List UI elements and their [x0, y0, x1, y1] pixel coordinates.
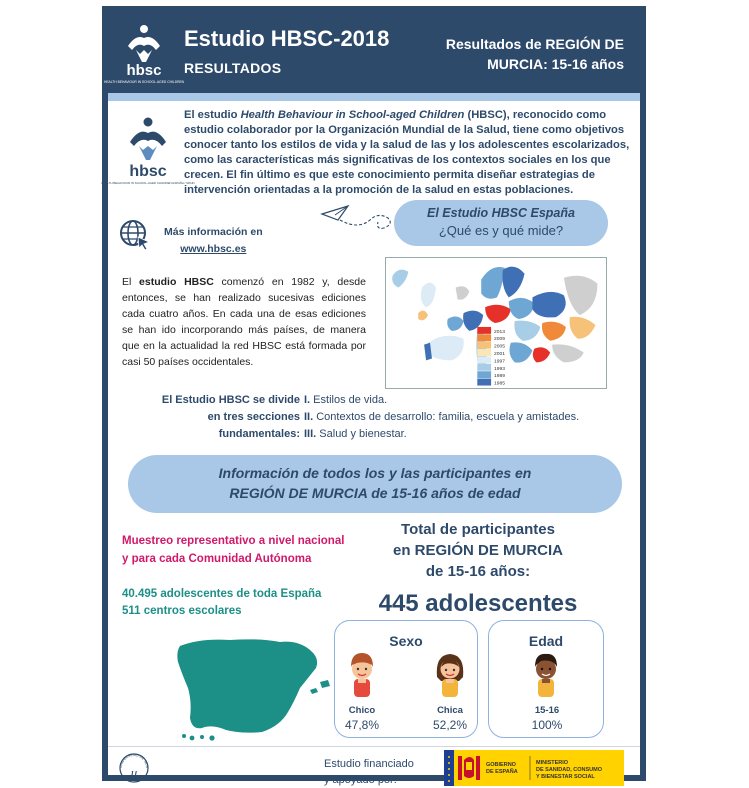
hbsc-logo [103, 20, 185, 86]
sections-label-3: fundamentales: [218, 428, 300, 440]
hbsc-spain-logo [101, 112, 195, 192]
legend-swatch [477, 334, 491, 341]
legend-swatch [477, 356, 491, 363]
legend-swatch [477, 379, 491, 386]
intro-paragraph [184, 108, 632, 198]
legend-year: 1993 [494, 366, 505, 372]
svg-text:u: u [130, 765, 138, 780]
sample-adolescents: 40.495 adolescentes de toda España [122, 588, 322, 600]
sections-label-1: El Estudio HBSC se divide [161, 394, 300, 406]
intro-text-a: El estudio [184, 109, 241, 121]
girl-label: Chica [437, 705, 463, 716]
legend-swatch [477, 342, 491, 349]
sample-schools: 511 centros escolares [122, 605, 242, 617]
sections-label [128, 392, 300, 443]
age-percentage: 100% [531, 718, 563, 732]
gov-right-3: Y BIENESTAR SOCIAL [536, 774, 595, 780]
sample-line-1: Muestreo representativo a nivel nacional [122, 535, 345, 547]
section-num: II. [304, 411, 314, 423]
participants-pill [128, 455, 622, 513]
girl-icon [433, 651, 467, 703]
more-info-label: Más información en [164, 226, 263, 238]
total-line-2: en REGIÓN DE MURCIA [392, 542, 563, 559]
age-label: 15-16 [534, 705, 560, 716]
region-line-1: Resultados de REGIÓN DE [445, 36, 624, 52]
legend-year: 2009 [494, 337, 505, 343]
history-text-bold: estudio HBSC [139, 276, 214, 288]
legend-year: 2001 [494, 352, 505, 358]
age-card-title: Edad [528, 633, 564, 649]
hbsc-website-link[interactable]: www.hbsc.es [180, 243, 247, 255]
sample-numbers [122, 586, 321, 620]
section-num: III. [304, 428, 317, 440]
history-paragraph [122, 274, 366, 370]
page-title: Estudio HBSC-2018 [184, 26, 390, 51]
ministry-text [536, 760, 602, 781]
sections-label-2: en tres secciones [207, 411, 300, 423]
more-info [164, 224, 263, 258]
total-line-1: Total de participantes [401, 521, 555, 538]
sample-line-2: y para cada Comunidad Autónoma [122, 553, 312, 565]
participants-line-1: Información de todos los y las participantes en [218, 465, 532, 481]
logo-subtext: HEALTH BEHAVIOUR IN SCHOOL-AGED CHILDREN [103, 80, 185, 84]
sex-card [334, 620, 478, 738]
history-text-b: comenzó en 1982 y, desde entonces, se han realizado sucesivas ediciones cada cuatro años. En cada una de esas ediciones se han ido incorporando más países, de manera que en la actualidad la red HBSC está formada por casi 50 países occidentales. [122, 276, 366, 368]
legend-swatch [477, 349, 491, 356]
seal-text: UNIVERSIDAD DE SEVI [118, 752, 150, 769]
page-subtitle: RESULTADOS [184, 60, 282, 76]
participants-line-2: REGIÓN DE MURCIA de 15-16 años de edad [229, 485, 521, 501]
intro-logo-text: hbsc [129, 163, 167, 180]
infographic-page [101, 6, 646, 786]
teen-icon [529, 651, 563, 703]
legend-year: 1985 [494, 381, 505, 387]
logo-text: hbsc [126, 62, 162, 79]
gov-right-1: MINISTERIO [536, 760, 569, 766]
header-bar [103, 12, 640, 93]
gov-spain-text [486, 762, 518, 776]
study-pill-title: El Estudio HBSC España [427, 206, 575, 220]
funding-text [324, 756, 414, 788]
region-heading [414, 34, 624, 74]
header-accent-band [108, 93, 640, 101]
sample-description [122, 532, 352, 568]
boy-icon [345, 651, 379, 703]
section-item-health [304, 426, 634, 443]
total-heading [358, 519, 598, 582]
gov-left-2: DE ESPAÑA [486, 769, 518, 775]
study-pill [394, 200, 608, 246]
section-num: I. [304, 394, 311, 406]
boy-label: Chico [348, 705, 376, 716]
section-item-lifestyle [304, 392, 634, 409]
intro-text-em: Health Behaviour in School-aged Children [240, 109, 465, 121]
section-text: Contextos de desarrollo: familia, escuela y amistades. [313, 411, 580, 423]
section-item-contexts [304, 409, 634, 426]
funding-line-1: Estudio financiado [324, 758, 414, 770]
total-line-3: de 15-16 años: [425, 563, 531, 580]
legend-swatch [477, 371, 491, 378]
footer-divider [108, 746, 640, 747]
legend-year: 2013 [494, 329, 505, 335]
intro-text-b: (HBSC), reconocido como estudio colaborador por la Organización Mundial de la Salud, tiene como objetivos conocer tanto los estilos de vida y la salud de las y los adolescentes escolarizados, como las características más significativas de los contextos sociales en los que crecen. El fin último es que este conocimiento permita diseñar estrategias de intervención orientadas a la promoción de la salud en estas poblaciones. [184, 109, 630, 196]
girl-percentage: 52,2% [432, 718, 468, 732]
gov-left-1: GOBIERNO [486, 762, 516, 768]
legend-year: 1989 [494, 374, 505, 380]
study-pill-subtitle: ¿Qué es y qué mide? [438, 223, 564, 238]
gov-right-2: DE SANIDAD, CONSUMO [536, 767, 603, 773]
age-card [488, 620, 604, 738]
spain-map [170, 632, 340, 742]
legend-year: 2005 [494, 344, 505, 350]
boy-percentage: 47,8% [344, 718, 380, 732]
history-text-a: El [122, 276, 140, 288]
sex-card-title: Sexo [389, 633, 423, 649]
section-text: Estilos de vida. [310, 394, 388, 406]
sections-list [304, 392, 634, 443]
university-seal-icon [114, 752, 154, 785]
paper-plane-icon [318, 202, 398, 232]
funding-line-2: y apoyado por: [324, 774, 397, 786]
legend-swatch [477, 327, 491, 334]
intro-logo-subtext: HEALTH BEHAVIOUR IN SCHOOL-AGED CHILDREN ESPAÑA / SPAIN [101, 181, 195, 185]
europe-map [385, 257, 607, 389]
section-text: Salud y bienestar. [316, 428, 407, 440]
total-participants: 445 adolescentes [378, 590, 578, 617]
region-line-2: MURCIA: 15-16 años [487, 56, 624, 72]
government-logo [444, 750, 624, 786]
legend-swatch [477, 364, 491, 371]
globe-cursor-icon [118, 218, 152, 252]
legend-year: 1997 [494, 359, 505, 365]
